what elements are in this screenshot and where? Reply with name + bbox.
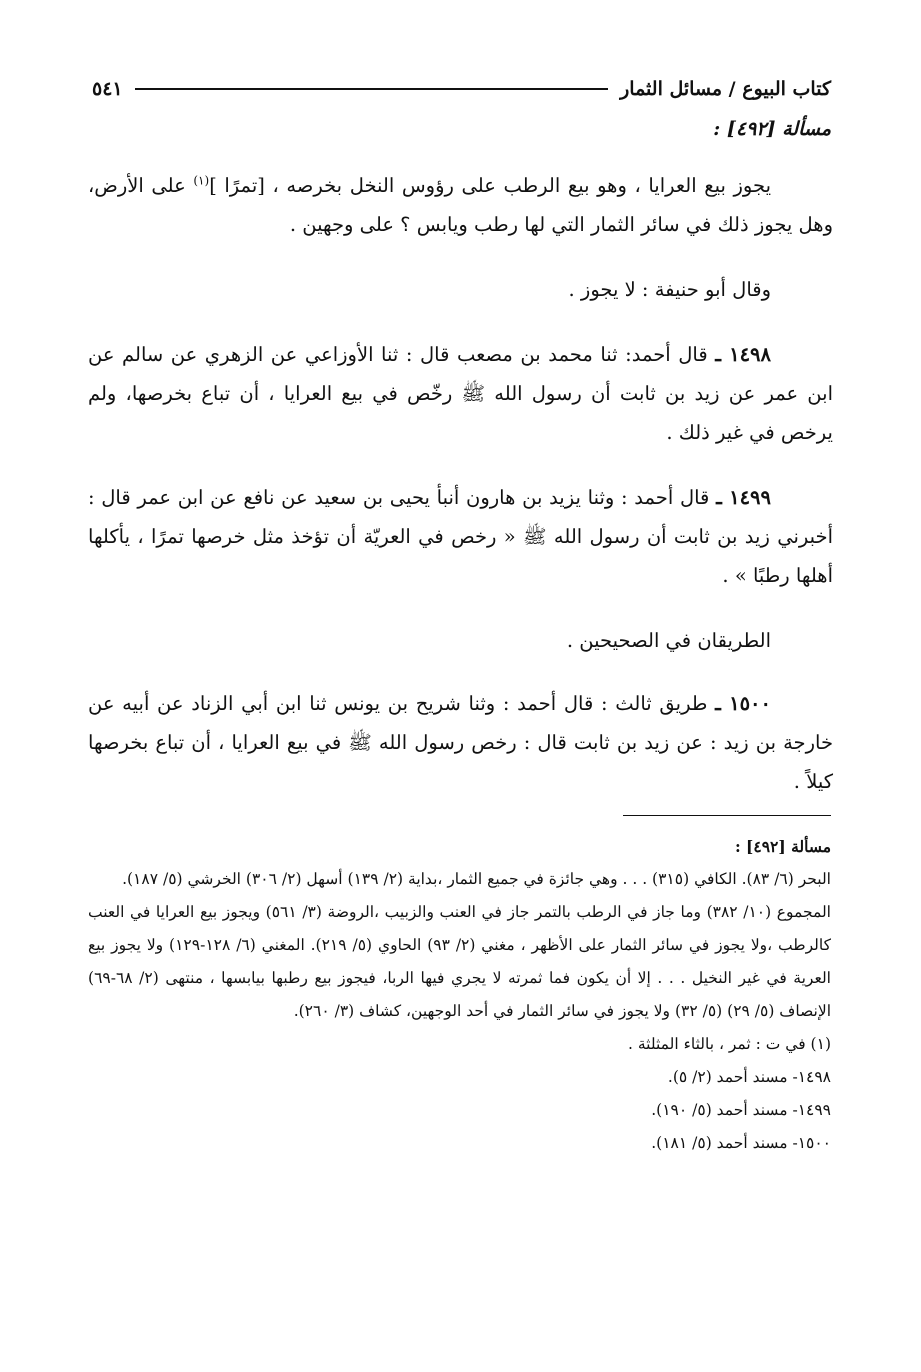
hadith-number: ١٤٩٩ ـ bbox=[716, 486, 771, 509]
hadith-text: قال أحمد: ثنا محمد بن مصعب قال : ثنا الأوزاعي عن الزهري عن سالم عن ابن عمر عن زيد بن ثابت أن رسول الله ﷺ رخّص في بيع العرايا ، أن تباع بخرصها، ولم يرخص في غير ذلك . bbox=[88, 343, 833, 444]
hadith-number: ١٥٠٠ ـ bbox=[715, 692, 771, 715]
sahihayn-text: الطريقان في الصحيحين . bbox=[566, 629, 771, 652]
footnote-item: ١٥٠٠- مسند أحمد (٥/ ١٨١). bbox=[651, 1134, 831, 1152]
hadith-text: طريق ثالث : قال أحمد : وثنا شريح بن يونس ثنا ابن أبي الزناد عن أبيه عن خارجة بن زيد : عن زيد بن ثابت قال : رخص رسول الله ﷺ في بيع العرايا ، أن تباع بخرصها كيلاً . bbox=[88, 692, 833, 793]
footnote-item: المجموع (١٠/ ٣٨٢) وما جاز في الرطب بالتمر جاز في العنب والزبيب ،الروضة (٣/ ٥٦١) ويجوز بيع العرايا في العنب كالرطب ،ولا يجوز في سائر الثمار على الأظهر ، مغني (٢/ ٩٣) الحاوي (٥/ ٢١٩). المغني (٦/ ١٢٨-١٢٩) ولا يجوز بيع العرية في غير النخيل . . . إلا أن يكون فما ثمرته لا يجري فيها الربا، فيجوز بيع رطبها بيابسها ، منتهى (٢/ ٦٨-٦٩) الإنصاف (٥/ ٢٩) (٥/ ٣٢) ولا يجوز في سائر الثمار في أحد الوجهين، كشاف (٣/ ٢٦٠). bbox=[88, 903, 831, 1020]
running-title: كتاب البيوع / مسائل الثمار bbox=[620, 78, 831, 100]
footnote-item: ١٤٩٩- مسند أحمد (٥/ ١٩٠). bbox=[651, 1101, 831, 1119]
hadith-text: قال أحمد : وثنا يزيد بن هارون أنبأ يحيى بن سعيد عن نافع عن ابن عمر قال : أخبرني زيد بن ثابت أن رسول الله ﷺ « رخص في العريّة أن تؤخذ مثل خرصها تمرًا ، يأكلها أهلها رطبًا » . bbox=[88, 486, 833, 587]
footnotes bbox=[88, 830, 831, 1160]
hadith-1500 bbox=[88, 684, 833, 801]
footnote-divider bbox=[623, 815, 831, 816]
paragraph-abu-hanifa bbox=[88, 270, 833, 309]
hadith-1499 bbox=[88, 478, 833, 595]
footnote-item: (١) في ت : ثمر ، بالثاء المثلثة . bbox=[628, 1035, 831, 1053]
hadith-1498 bbox=[88, 335, 833, 452]
abu-hanifa-text: وقال أبو حنيفة : لا يجوز . bbox=[568, 278, 771, 301]
page-number: ٥٤١ bbox=[92, 78, 123, 100]
footnote-item: ١٤٩٨- مسند أحمد (٢/ ٥). bbox=[667, 1068, 831, 1086]
header-rule bbox=[135, 88, 608, 90]
page-header bbox=[92, 72, 831, 106]
hadith-number: ١٤٩٨ ـ bbox=[715, 343, 771, 366]
paragraph-sahihayn bbox=[88, 621, 833, 660]
masala-heading: مسألة [٤٩٢] : bbox=[713, 118, 831, 140]
footnote-item: البحر (٦/ ٨٣). الكافي (٣١٥) . . . وهي جائزة في جميع الثمار ،بداية (٢/ ١٣٩) أسهل (٢/ ٣٠٦) الخرشي (٥/ ١٨٧). bbox=[122, 870, 831, 888]
ruling-text-b: على الأرض، وهل يجوز ذلك في سائر الثمار التي لها رطب ويابس ؟ على وجهين . bbox=[88, 174, 833, 236]
ruling-text-a: يجوز بيع العرايا ، وهو بيع الرطب على رؤوس النخل بخرصه ، [تمرًا ] bbox=[209, 174, 771, 197]
footnote-ref: (١) bbox=[193, 173, 210, 188]
main-text bbox=[88, 166, 833, 827]
paragraph-ruling bbox=[88, 166, 833, 244]
footnote-title: مسألة [٤٩٢] : bbox=[734, 837, 831, 856]
